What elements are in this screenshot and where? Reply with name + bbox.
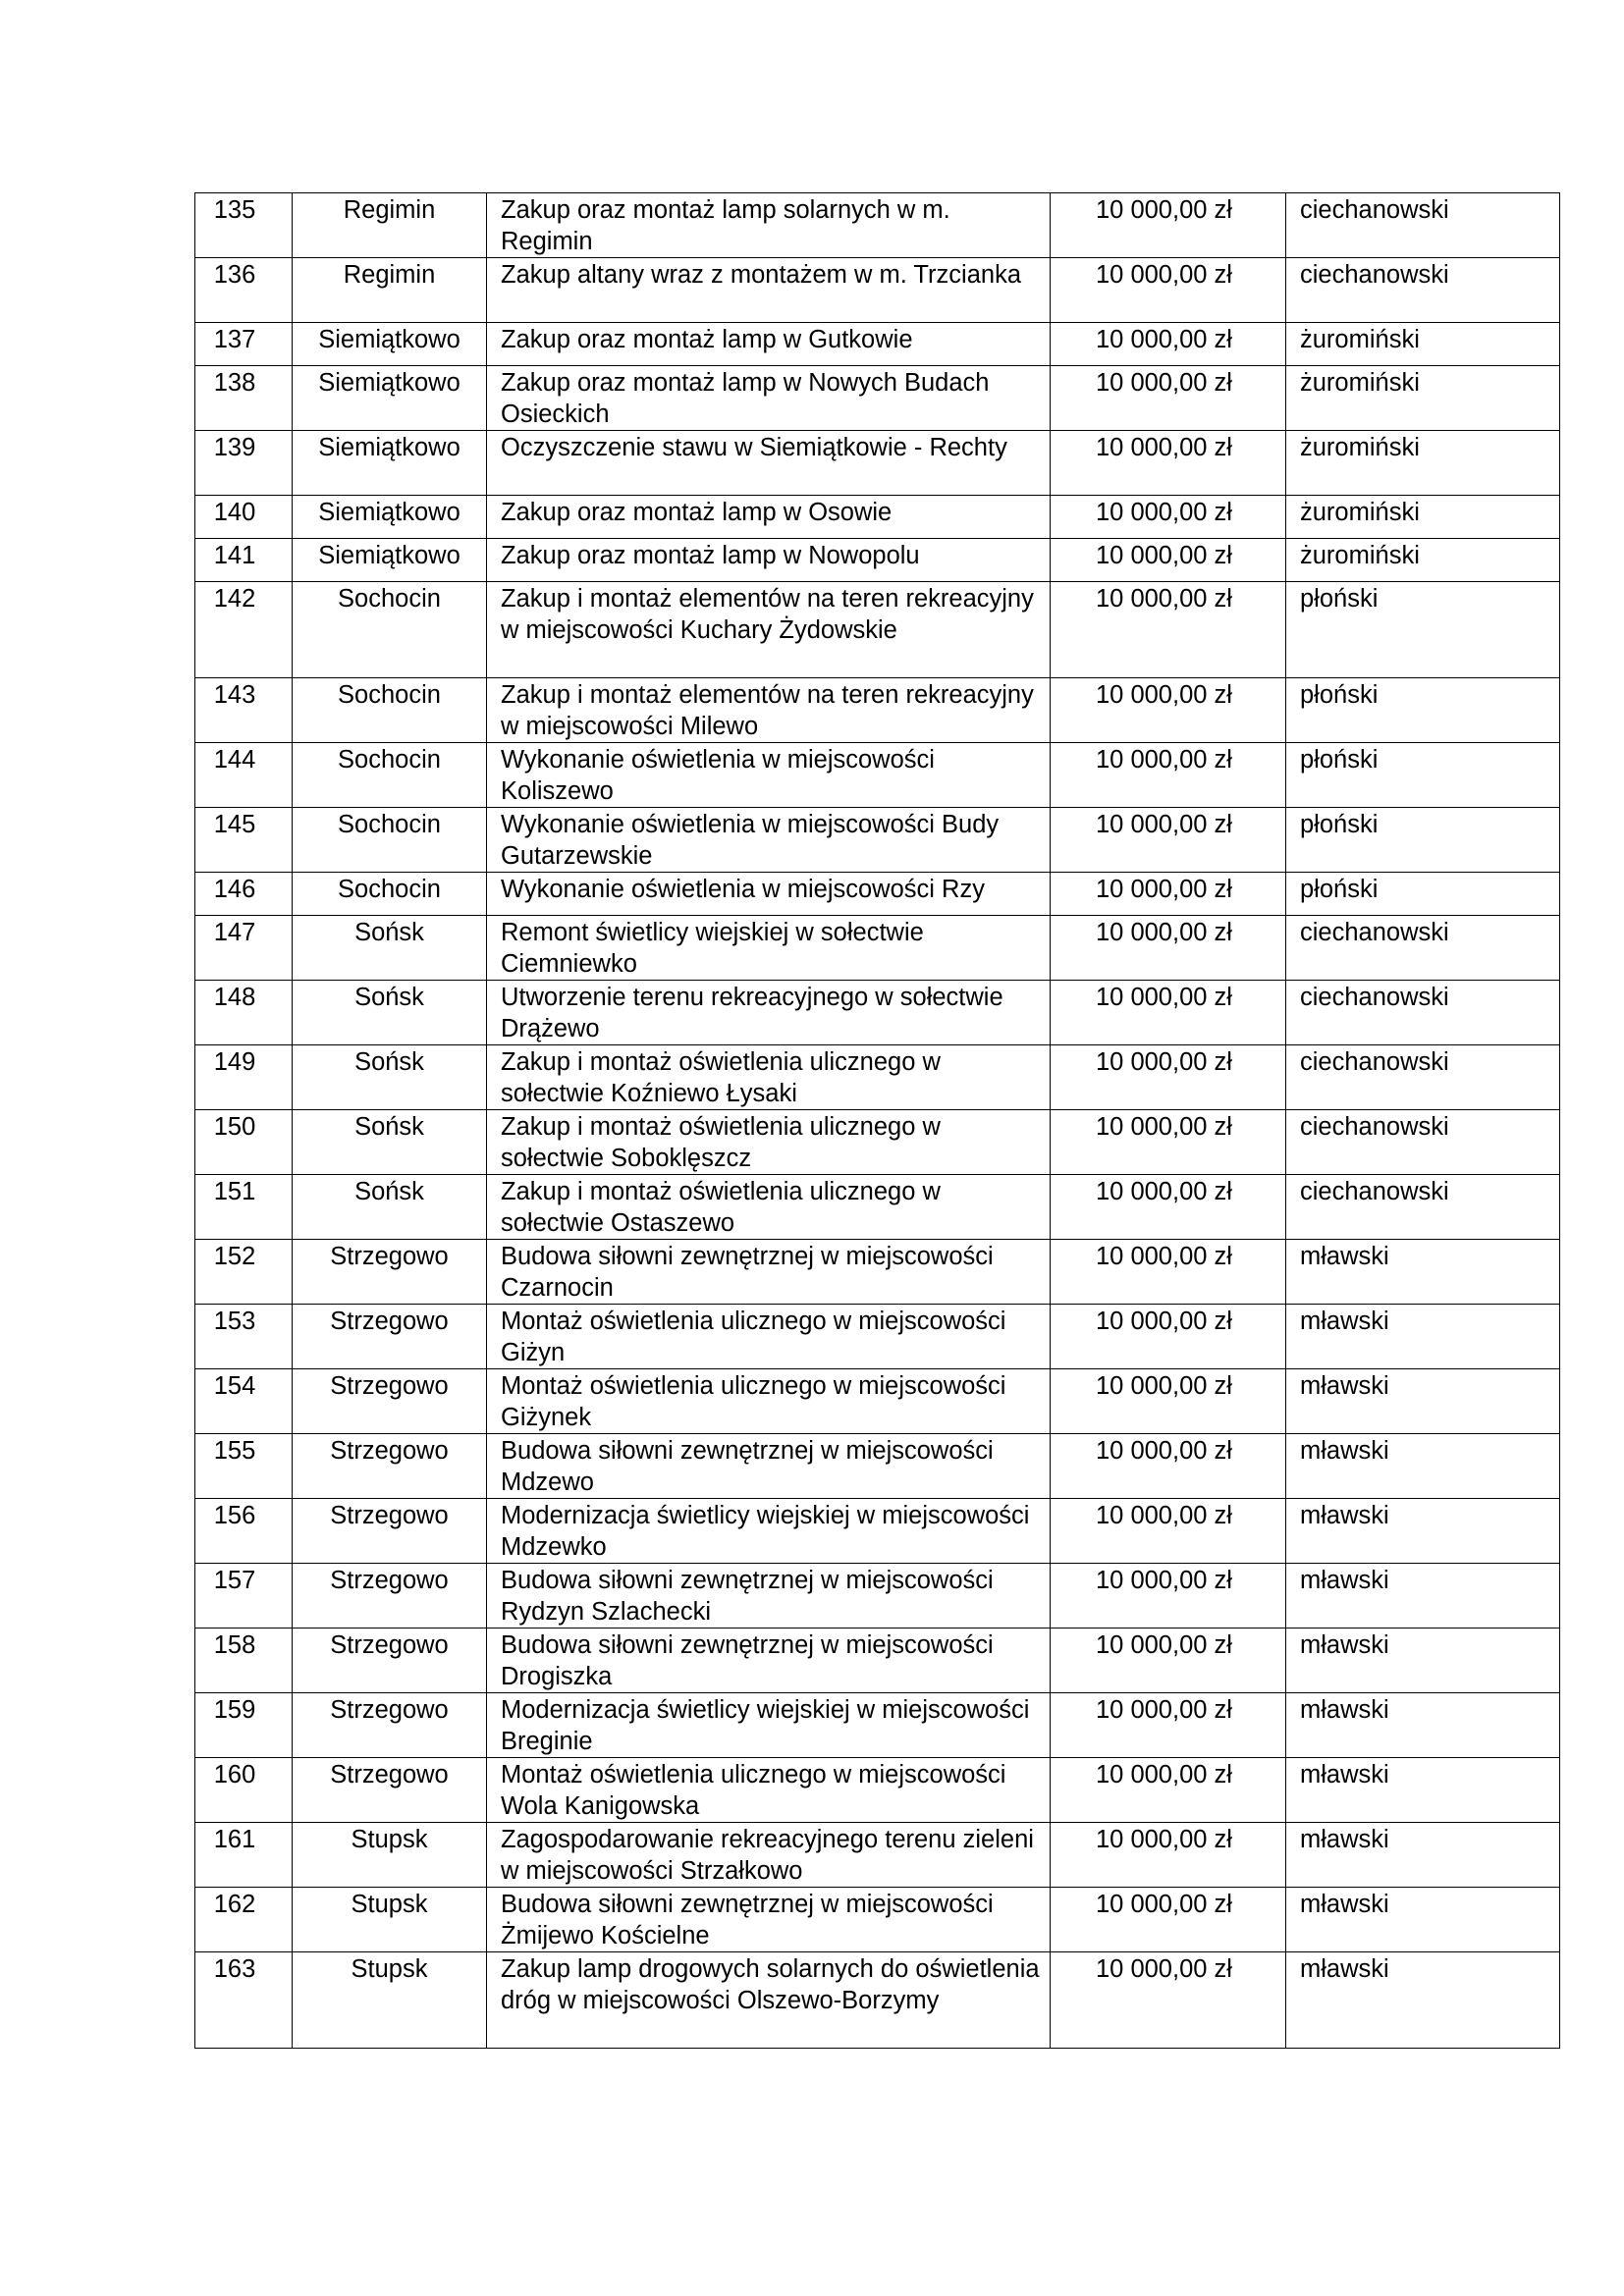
amount-cell: 10 000,00 zł [1051,873,1286,916]
amount-cell: 10 000,00 zł [1051,1240,1286,1305]
county-cell: płoński [1286,743,1560,808]
row-number-cell: 163 [195,1952,293,2049]
table-row [195,808,1560,873]
amount-cell: 10 000,00 zł [1051,1564,1286,1629]
task-name-cell: Budowa siłowni zewnętrznej w miejscowości Rydzyn Szlachecki [487,1564,1051,1629]
municipality-cell: Stupsk [293,1888,487,1952]
task-name-cell: Montaż oświetlenia ulicznego w miejscowości Giżyn [487,1305,1051,1369]
task-name-cell: Zakup i montaż oświetlenia ulicznego w sołectwie Ostaszewo [487,1175,1051,1240]
municipality-cell: Sońsk [293,1175,487,1240]
task-name-cell: Zakup lamp drogowych solarnych do oświetlenia dróg w miejscowości Olszewo-Borzymy [487,1952,1051,2049]
table-row [195,1240,1560,1305]
task-name-cell: Zakup oraz montaż lamp w Nowopolu [487,539,1051,582]
row-number-cell: 153 [195,1305,293,1369]
table-row [195,496,1560,539]
row-number-cell: 140 [195,496,293,539]
task-name-cell: Budowa siłowni zewnętrznej w miejscowości Mdzewo [487,1434,1051,1499]
municipality-cell: Sońsk [293,1110,487,1175]
county-cell: mławski [1286,1823,1560,1888]
amount-cell: 10 000,00 zł [1051,808,1286,873]
county-cell: mławski [1286,1758,1560,1823]
county-cell: mławski [1286,1305,1560,1369]
row-number-cell: 147 [195,916,293,981]
amount-cell: 10 000,00 zł [1051,582,1286,678]
row-number-cell: 156 [195,1499,293,1564]
municipality-cell: Sochocin [293,808,487,873]
task-name-cell: Zakup i montaż elementów na teren rekreacyjny w miejscowości Milewo [487,678,1051,743]
table-row [195,1045,1560,1110]
task-name-cell: Zakup oraz montaż lamp w Gutkowie [487,323,1051,366]
amount-cell: 10 000,00 zł [1051,1629,1286,1693]
table-row [195,431,1560,496]
amount-cell: 10 000,00 zł [1051,1110,1286,1175]
municipality-cell: Strzegowo [293,1369,487,1434]
amount-cell: 10 000,00 zł [1051,916,1286,981]
municipality-cell: Stupsk [293,1952,487,2049]
municipality-cell: Siemiątkowo [293,496,487,539]
county-cell: ciechanowski [1286,916,1560,981]
amount-cell: 10 000,00 zł [1051,1369,1286,1434]
county-cell: mławski [1286,1693,1560,1758]
row-number-cell: 149 [195,1045,293,1110]
task-name-cell: Zakup altany wraz z montażem w m. Trzcianka [487,258,1051,323]
table-body [195,193,1560,2049]
county-cell: ciechanowski [1286,258,1560,323]
row-number-cell: 158 [195,1629,293,1693]
table-row [195,323,1560,366]
row-number-cell: 136 [195,258,293,323]
county-cell: żuromiński [1286,323,1560,366]
table-row [195,1952,1560,2049]
row-number-cell: 143 [195,678,293,743]
task-name-cell: Zakup i montaż elementów na teren rekreacyjny w miejscowości Kuchary Żydowskie [487,582,1051,678]
table-row [195,981,1560,1045]
row-number-cell: 148 [195,981,293,1045]
row-number-cell: 138 [195,366,293,431]
amount-cell: 10 000,00 zł [1051,431,1286,496]
row-number-cell: 135 [195,193,293,258]
amount-cell: 10 000,00 zł [1051,1888,1286,1952]
table-row [195,258,1560,323]
county-cell: mławski [1286,1240,1560,1305]
municipality-cell: Sochocin [293,743,487,808]
table-row [195,366,1560,431]
table-row [195,1564,1560,1629]
municipality-cell: Strzegowo [293,1693,487,1758]
task-name-cell: Wykonanie oświetlenia w miejscowości Budy Gutarzewskie [487,808,1051,873]
county-cell: mławski [1286,1369,1560,1434]
table-row [195,1823,1560,1888]
municipality-cell: Strzegowo [293,1564,487,1629]
amount-cell: 10 000,00 zł [1051,366,1286,431]
row-number-cell: 151 [195,1175,293,1240]
county-cell: ciechanowski [1286,193,1560,258]
amount-cell: 10 000,00 zł [1051,1434,1286,1499]
table-row [195,1175,1560,1240]
amount-cell: 10 000,00 zł [1051,678,1286,743]
amount-cell: 10 000,00 zł [1051,981,1286,1045]
county-cell: ciechanowski [1286,1110,1560,1175]
task-name-cell: Modernizacja świetlicy wiejskiej w miejscowości Mdzewko [487,1499,1051,1564]
amount-cell: 10 000,00 zł [1051,1952,1286,2049]
county-cell: mławski [1286,1888,1560,1952]
row-number-cell: 146 [195,873,293,916]
row-number-cell: 144 [195,743,293,808]
amount-cell: 10 000,00 zł [1051,193,1286,258]
county-cell: żuromiński [1286,496,1560,539]
row-number-cell: 139 [195,431,293,496]
task-name-cell: Utworzenie terenu rekreacyjnego w sołectwie Drążewo [487,981,1051,1045]
table-row [195,1110,1560,1175]
municipality-cell: Siemiątkowo [293,431,487,496]
county-cell: płoński [1286,678,1560,743]
row-number-cell: 162 [195,1888,293,1952]
table-row [195,873,1560,916]
county-cell: ciechanowski [1286,1175,1560,1240]
table-row [195,582,1560,678]
row-number-cell: 155 [195,1434,293,1499]
municipality-cell: Sochocin [293,678,487,743]
row-number-cell: 161 [195,1823,293,1888]
table-row [195,1693,1560,1758]
row-number-cell: 150 [195,1110,293,1175]
row-number-cell: 152 [195,1240,293,1305]
row-number-cell: 159 [195,1693,293,1758]
amount-cell: 10 000,00 zł [1051,743,1286,808]
table-row [195,1369,1560,1434]
municipality-cell: Sochocin [293,582,487,678]
amount-cell: 10 000,00 zł [1051,496,1286,539]
row-number-cell: 154 [195,1369,293,1434]
municipality-cell: Sońsk [293,916,487,981]
task-name-cell: Zakup i montaż oświetlenia ulicznego w sołectwie Soboklęszcz [487,1110,1051,1175]
county-cell: mławski [1286,1499,1560,1564]
county-cell: płoński [1286,808,1560,873]
county-cell: mławski [1286,1952,1560,2049]
tasks-table [194,192,1560,2049]
task-name-cell: Wykonanie oświetlenia w miejscowości Koliszewo [487,743,1051,808]
municipality-cell: Strzegowo [293,1240,487,1305]
county-cell: mławski [1286,1434,1560,1499]
amount-cell: 10 000,00 zł [1051,1045,1286,1110]
task-name-cell: Remont świetlicy wiejskiej w sołectwie Ciemniewko [487,916,1051,981]
municipality-cell: Regimin [293,258,487,323]
row-number-cell: 142 [195,582,293,678]
task-name-cell: Zakup oraz montaż lamp solarnych w m. Regimin [487,193,1051,258]
municipality-cell: Siemiątkowo [293,323,487,366]
county-cell: żuromiński [1286,431,1560,496]
task-name-cell: Montaż oświetlenia ulicznego w miejscowości Wola Kanigowska [487,1758,1051,1823]
municipality-cell: Regimin [293,193,487,258]
county-cell: mławski [1286,1564,1560,1629]
municipality-cell: Siemiątkowo [293,366,487,431]
row-number-cell: 160 [195,1758,293,1823]
county-cell: żuromiński [1286,366,1560,431]
amount-cell: 10 000,00 zł [1051,1758,1286,1823]
table-row [195,1629,1560,1693]
row-number-cell: 137 [195,323,293,366]
task-name-cell: Zakup i montaż oświetlenia ulicznego w sołectwie Koźniewo Łysaki [487,1045,1051,1110]
county-cell: żuromiński [1286,539,1560,582]
task-name-cell: Wykonanie oświetlenia w miejscowości Rzy [487,873,1051,916]
table-row [195,743,1560,808]
row-number-cell: 141 [195,539,293,582]
county-cell: ciechanowski [1286,1045,1560,1110]
amount-cell: 10 000,00 zł [1051,539,1286,582]
table-row [195,1888,1560,1952]
municipality-cell: Strzegowo [293,1758,487,1823]
row-number-cell: 145 [195,808,293,873]
municipality-cell: Siemiątkowo [293,539,487,582]
municipality-cell: Sochocin [293,873,487,916]
amount-cell: 10 000,00 zł [1051,1499,1286,1564]
table-row [195,1434,1560,1499]
task-name-cell: Montaż oświetlenia ulicznego w miejscowości Giżynek [487,1369,1051,1434]
county-cell: płoński [1286,582,1560,678]
task-name-cell: Budowa siłowni zewnętrznej w miejscowości Drogiszka [487,1629,1051,1693]
task-name-cell: Zagospodarowanie rekreacyjnego terenu zieleni w miejscowości Strzałkowo [487,1823,1051,1888]
task-name-cell: Budowa siłowni zewnętrznej w miejscowości Żmijewo Kościelne [487,1888,1051,1952]
municipality-cell: Strzegowo [293,1499,487,1564]
county-cell: ciechanowski [1286,981,1560,1045]
task-name-cell: Budowa siłowni zewnętrznej w miejscowości Czarnocin [487,1240,1051,1305]
amount-cell: 10 000,00 zł [1051,1693,1286,1758]
amount-cell: 10 000,00 zł [1051,1175,1286,1240]
row-number-cell: 157 [195,1564,293,1629]
amount-cell: 10 000,00 zł [1051,1305,1286,1369]
task-name-cell: Oczyszczenie stawu w Siemiątkowie - Rechty [487,431,1051,496]
municipality-cell: Strzegowo [293,1305,487,1369]
table-row [195,1758,1560,1823]
table-row [195,539,1560,582]
table-row [195,1499,1560,1564]
table-row [195,193,1560,258]
table-row [195,916,1560,981]
municipality-cell: Stupsk [293,1823,487,1888]
county-cell: płoński [1286,873,1560,916]
municipality-cell: Sońsk [293,981,487,1045]
amount-cell: 10 000,00 zł [1051,323,1286,366]
municipality-cell: Strzegowo [293,1629,487,1693]
task-name-cell: Zakup oraz montaż lamp w Nowych Budach Osieckich [487,366,1051,431]
municipality-cell: Sońsk [293,1045,487,1110]
task-name-cell: Zakup oraz montaż lamp w Osowie [487,496,1051,539]
task-name-cell: Modernizacja świetlicy wiejskiej w miejscowości Breginie [487,1693,1051,1758]
county-cell: mławski [1286,1629,1560,1693]
table-row [195,678,1560,743]
municipality-cell: Strzegowo [293,1434,487,1499]
table-row [195,1305,1560,1369]
amount-cell: 10 000,00 zł [1051,258,1286,323]
amount-cell: 10 000,00 zł [1051,1823,1286,1888]
